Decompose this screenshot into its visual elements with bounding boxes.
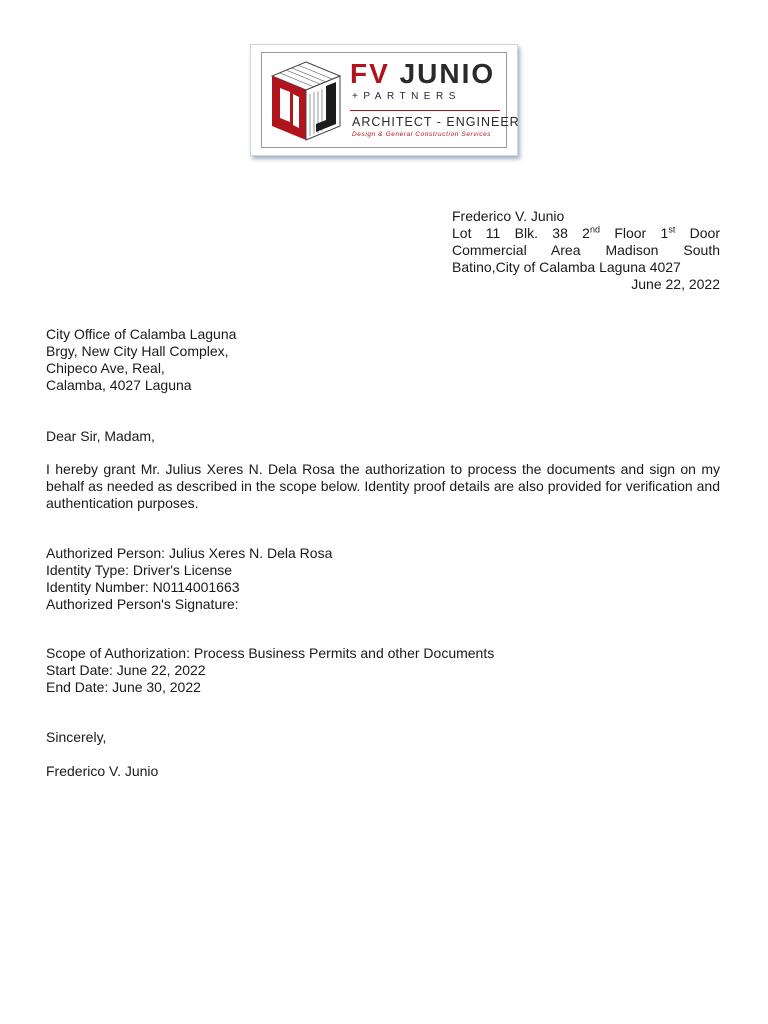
recipient-line: Chipeco Ave, Real,	[46, 360, 165, 376]
brand-surname: JUNIO	[399, 58, 496, 89]
recipient-line: Brgy, New City Hall Complex,	[46, 343, 229, 359]
address-part: Floor 1	[600, 225, 669, 241]
brand-tagline: Design & General Construction Services	[352, 131, 492, 138]
recipient-block	[46, 326, 720, 394]
detail-line: Authorized Person: Julius Xeres N. Dela Rosa	[46, 545, 333, 561]
logo-frame	[261, 52, 520, 148]
letter-date: June 22, 2022	[631, 276, 720, 292]
detail-line: Identity Number: N0114001663	[46, 579, 240, 595]
body-paragraph: I hereby grant Mr. Julius Xeres N. Dela Rosa the authorization to process the documents and sign on my behalf as needed as described in the scope below. Identity proof details are also provided for verification and authentication purposes.	[46, 461, 720, 511]
brand-title: ARCHITECT - ENGINEER	[352, 115, 520, 129]
brand-name	[350, 59, 495, 89]
scope-line: Start Date: June 22, 2022	[46, 662, 206, 678]
brand-partners: +PARTNERS	[352, 91, 461, 102]
recipient-line: City Office of Calamba Laguna	[46, 326, 237, 342]
closing	[46, 729, 720, 746]
recipient-line: Calamba, 4027 Laguna	[46, 377, 192, 393]
address-part: Lot 11 Blk. 38 2	[452, 225, 590, 241]
company-logo	[250, 44, 518, 156]
floor-superscript: nd	[589, 224, 600, 235]
signature-name	[46, 763, 720, 780]
closing-text: Sincerely,	[46, 729, 107, 745]
door-superscript: st	[668, 224, 676, 235]
fvj-monogram-icon	[266, 58, 346, 144]
brand-divider	[350, 110, 500, 111]
identity-details	[46, 545, 720, 613]
signer-name: Frederico V. Junio	[46, 763, 159, 779]
salutation	[46, 428, 720, 445]
salutation-text: Dear Sir, Madam,	[46, 428, 155, 444]
scope-line: Scope of Authorization: Process Business Permits and other Documents	[46, 645, 495, 661]
detail-line: Authorized Person's Signature:	[46, 596, 239, 612]
address-part: Door Commercial Area Madison South Batino,City of Calamba Laguna 4027	[452, 225, 721, 275]
detail-line: Identity Type: Driver's License	[46, 562, 233, 578]
sender-address	[452, 225, 720, 276]
scope-line: End Date: June 30, 2022	[46, 679, 201, 695]
sender-name: Frederico V. Junio	[452, 208, 565, 224]
brand-initials: FV	[350, 58, 390, 89]
sender-block	[452, 208, 720, 293]
scope-block	[46, 645, 720, 696]
